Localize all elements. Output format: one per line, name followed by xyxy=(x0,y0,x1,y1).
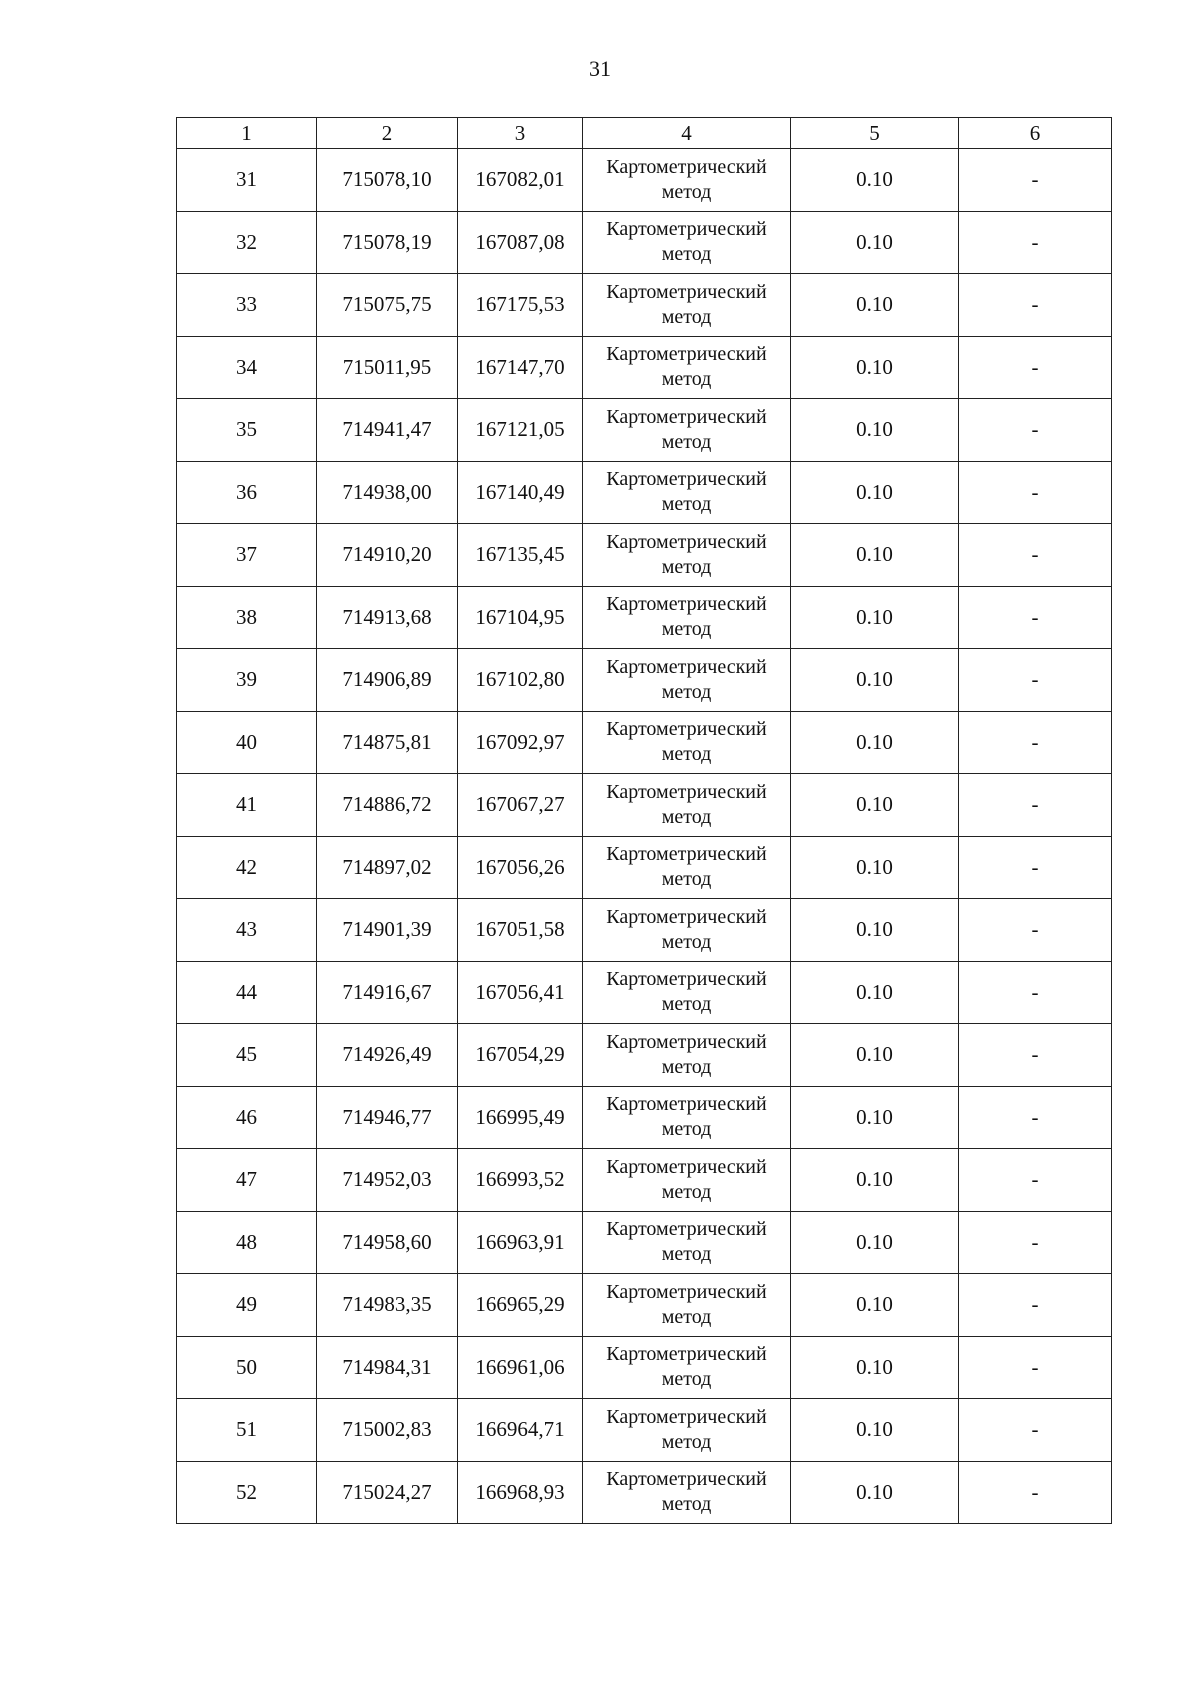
method-cell xyxy=(583,1461,791,1524)
method-cell xyxy=(583,711,791,774)
note-cell: - xyxy=(959,1461,1112,1524)
point-number-cell: 51 xyxy=(177,1399,317,1462)
note-cell: - xyxy=(959,1336,1112,1399)
table-row xyxy=(177,836,1112,899)
method-line-1: Картометрический xyxy=(606,1030,767,1053)
point-number-cell: 36 xyxy=(177,461,317,524)
method-line-1: Картометрический xyxy=(606,1093,767,1116)
accuracy-cell: 0.10 xyxy=(791,961,959,1024)
x-coordinate-cell: 714958,60 xyxy=(317,1211,458,1274)
point-number-cell: 44 xyxy=(177,961,317,1024)
point-number-cell: 43 xyxy=(177,899,317,962)
x-coordinate-cell: 714913,68 xyxy=(317,586,458,649)
point-number-cell: 46 xyxy=(177,1086,317,1149)
method-line-1: Картометрический xyxy=(606,405,767,428)
accuracy-cell: 0.10 xyxy=(791,774,959,837)
accuracy-cell: 0.10 xyxy=(791,1461,959,1524)
method-line-2: метод xyxy=(661,180,712,203)
y-coordinate-cell: 167087,08 xyxy=(458,211,583,274)
header-row xyxy=(177,118,1112,149)
note-cell: - xyxy=(959,1149,1112,1212)
y-coordinate-cell: 167067,27 xyxy=(458,774,583,837)
point-number-cell: 31 xyxy=(177,149,317,212)
accuracy-cell: 0.10 xyxy=(791,1149,959,1212)
method-line-2: метод xyxy=(661,1180,712,1203)
table-row xyxy=(177,711,1112,774)
y-coordinate-cell: 166995,49 xyxy=(458,1086,583,1149)
method-line-1: Картометрический xyxy=(606,1343,767,1366)
accuracy-cell: 0.10 xyxy=(791,1024,959,1087)
y-coordinate-cell: 167140,49 xyxy=(458,461,583,524)
method-line-1: Картометрический xyxy=(606,343,767,366)
x-coordinate-cell: 714984,31 xyxy=(317,1336,458,1399)
method-cell xyxy=(583,149,791,212)
table-row xyxy=(177,1024,1112,1087)
table-row xyxy=(177,961,1112,1024)
method-cell xyxy=(583,524,791,587)
table-row xyxy=(177,1086,1112,1149)
method-cell xyxy=(583,461,791,524)
point-number-cell: 35 xyxy=(177,399,317,462)
point-number-cell: 39 xyxy=(177,649,317,712)
method-line-2: метод xyxy=(661,993,712,1016)
table-row xyxy=(177,211,1112,274)
method-cell xyxy=(583,1274,791,1337)
method-line-1: Картометрический xyxy=(606,655,767,678)
method-line-1: Картометрический xyxy=(606,780,767,803)
coordinates-table xyxy=(176,117,1112,1524)
table-row xyxy=(177,586,1112,649)
note-cell: - xyxy=(959,524,1112,587)
method-line-1: Картометрический xyxy=(606,530,767,553)
accuracy-cell: 0.10 xyxy=(791,649,959,712)
point-number-cell: 45 xyxy=(177,1024,317,1087)
note-cell: - xyxy=(959,211,1112,274)
accuracy-cell: 0.10 xyxy=(791,524,959,587)
accuracy-cell: 0.10 xyxy=(791,336,959,399)
method-cell xyxy=(583,399,791,462)
method-line-2: метод xyxy=(661,930,712,953)
method-line-1: Картометрический xyxy=(606,1468,767,1491)
column-header: 4 xyxy=(583,118,791,149)
accuracy-cell: 0.10 xyxy=(791,399,959,462)
method-line-1: Картометрический xyxy=(606,1280,767,1303)
method-line-2: метод xyxy=(661,1368,712,1391)
method-line-2: метод xyxy=(661,1305,712,1328)
x-coordinate-cell: 714875,81 xyxy=(317,711,458,774)
table-row xyxy=(177,899,1112,962)
column-header: 3 xyxy=(458,118,583,149)
x-coordinate-cell: 715024,27 xyxy=(317,1461,458,1524)
table-row xyxy=(177,1149,1112,1212)
method-cell xyxy=(583,1336,791,1399)
point-number-cell: 49 xyxy=(177,1274,317,1337)
table-row xyxy=(177,774,1112,837)
method-cell xyxy=(583,1024,791,1087)
note-cell: - xyxy=(959,336,1112,399)
table-header xyxy=(177,118,1112,149)
accuracy-cell: 0.10 xyxy=(791,1086,959,1149)
x-coordinate-cell: 714910,20 xyxy=(317,524,458,587)
y-coordinate-cell: 167147,70 xyxy=(458,336,583,399)
note-cell: - xyxy=(959,399,1112,462)
column-header: 5 xyxy=(791,118,959,149)
point-number-cell: 38 xyxy=(177,586,317,649)
table-row xyxy=(177,336,1112,399)
x-coordinate-cell: 714901,39 xyxy=(317,899,458,962)
point-number-cell: 50 xyxy=(177,1336,317,1399)
method-cell xyxy=(583,274,791,337)
column-header: 1 xyxy=(177,118,317,149)
accuracy-cell: 0.10 xyxy=(791,211,959,274)
table-row xyxy=(177,649,1112,712)
method-line-2: метод xyxy=(661,493,712,516)
method-line-2: метод xyxy=(661,868,712,891)
method-line-1: Картометрический xyxy=(606,468,767,491)
x-coordinate-cell: 715075,75 xyxy=(317,274,458,337)
note-cell: - xyxy=(959,274,1112,337)
method-line-1: Картометрический xyxy=(606,968,767,991)
table-row xyxy=(177,149,1112,212)
method-line-2: метод xyxy=(661,1493,712,1516)
method-cell xyxy=(583,1211,791,1274)
x-coordinate-cell: 714952,03 xyxy=(317,1149,458,1212)
table-body xyxy=(177,149,1112,1524)
method-line-1: Картометрический xyxy=(606,155,767,178)
table-row xyxy=(177,1461,1112,1524)
method-cell xyxy=(583,899,791,962)
method-line-1: Картометрический xyxy=(606,905,767,928)
note-cell: - xyxy=(959,774,1112,837)
y-coordinate-cell: 167082,01 xyxy=(458,149,583,212)
method-line-1: Картометрический xyxy=(606,1405,767,1428)
table-row xyxy=(177,461,1112,524)
point-number-cell: 32 xyxy=(177,211,317,274)
note-cell: - xyxy=(959,711,1112,774)
note-cell: - xyxy=(959,1399,1112,1462)
y-coordinate-cell: 167056,26 xyxy=(458,836,583,899)
y-coordinate-cell: 167121,05 xyxy=(458,399,583,462)
accuracy-cell: 0.10 xyxy=(791,1274,959,1337)
table-row xyxy=(177,1399,1112,1462)
accuracy-cell: 0.10 xyxy=(791,836,959,899)
x-coordinate-cell: 714946,77 xyxy=(317,1086,458,1149)
point-number-cell: 34 xyxy=(177,336,317,399)
method-cell xyxy=(583,836,791,899)
method-line-1: Картометрический xyxy=(606,280,767,303)
point-number-cell: 41 xyxy=(177,774,317,837)
x-coordinate-cell: 715078,19 xyxy=(317,211,458,274)
accuracy-cell: 0.10 xyxy=(791,899,959,962)
method-line-2: метод xyxy=(661,618,712,641)
y-coordinate-cell: 167054,29 xyxy=(458,1024,583,1087)
table-row xyxy=(177,1336,1112,1399)
y-coordinate-cell: 166968,93 xyxy=(458,1461,583,1524)
method-line-1: Картометрический xyxy=(606,1155,767,1178)
accuracy-cell: 0.10 xyxy=(791,711,959,774)
x-coordinate-cell: 714906,89 xyxy=(317,649,458,712)
method-cell xyxy=(583,1399,791,1462)
point-number-cell: 33 xyxy=(177,274,317,337)
accuracy-cell: 0.10 xyxy=(791,586,959,649)
table-row xyxy=(177,274,1112,337)
method-line-1: Картометрический xyxy=(606,843,767,866)
note-cell: - xyxy=(959,586,1112,649)
method-line-2: метод xyxy=(661,430,712,453)
method-line-2: метод xyxy=(661,805,712,828)
method-line-1: Картометрический xyxy=(606,718,767,741)
y-coordinate-cell: 166963,91 xyxy=(458,1211,583,1274)
method-cell xyxy=(583,774,791,837)
accuracy-cell: 0.10 xyxy=(791,274,959,337)
x-coordinate-cell: 714897,02 xyxy=(317,836,458,899)
accuracy-cell: 0.10 xyxy=(791,1399,959,1462)
y-coordinate-cell: 166964,71 xyxy=(458,1399,583,1462)
column-header: 6 xyxy=(959,118,1112,149)
x-coordinate-cell: 714926,49 xyxy=(317,1024,458,1087)
y-coordinate-cell: 166965,29 xyxy=(458,1274,583,1337)
column-header: 2 xyxy=(317,118,458,149)
note-cell: - xyxy=(959,1024,1112,1087)
method-cell xyxy=(583,1086,791,1149)
note-cell: - xyxy=(959,1086,1112,1149)
note-cell: - xyxy=(959,649,1112,712)
note-cell: - xyxy=(959,836,1112,899)
method-line-1: Картометрический xyxy=(606,1218,767,1241)
method-cell xyxy=(583,649,791,712)
method-line-2: метод xyxy=(661,1243,712,1266)
x-coordinate-cell: 714886,72 xyxy=(317,774,458,837)
method-line-2: метод xyxy=(661,680,712,703)
point-number-cell: 47 xyxy=(177,1149,317,1212)
y-coordinate-cell: 167135,45 xyxy=(458,524,583,587)
method-line-1: Картометрический xyxy=(606,218,767,241)
point-number-cell: 37 xyxy=(177,524,317,587)
x-coordinate-cell: 715011,95 xyxy=(317,336,458,399)
note-cell: - xyxy=(959,961,1112,1024)
method-line-2: метод xyxy=(661,243,712,266)
method-cell xyxy=(583,961,791,1024)
method-line-2: метод xyxy=(661,1430,712,1453)
point-number-cell: 42 xyxy=(177,836,317,899)
y-coordinate-cell: 167104,95 xyxy=(458,586,583,649)
note-cell: - xyxy=(959,1211,1112,1274)
method-cell xyxy=(583,586,791,649)
accuracy-cell: 0.10 xyxy=(791,149,959,212)
accuracy-cell: 0.10 xyxy=(791,1211,959,1274)
point-number-cell: 52 xyxy=(177,1461,317,1524)
accuracy-cell: 0.10 xyxy=(791,461,959,524)
table-row xyxy=(177,399,1112,462)
y-coordinate-cell: 166993,52 xyxy=(458,1149,583,1212)
x-coordinate-cell: 714983,35 xyxy=(317,1274,458,1337)
point-number-cell: 48 xyxy=(177,1211,317,1274)
method-cell xyxy=(583,1149,791,1212)
y-coordinate-cell: 167056,41 xyxy=(458,961,583,1024)
accuracy-cell: 0.10 xyxy=(791,1336,959,1399)
method-cell xyxy=(583,211,791,274)
y-coordinate-cell: 167102,80 xyxy=(458,649,583,712)
x-coordinate-cell: 715002,83 xyxy=(317,1399,458,1462)
method-line-2: метод xyxy=(661,368,712,391)
x-coordinate-cell: 714916,67 xyxy=(317,961,458,1024)
y-coordinate-cell: 167175,53 xyxy=(458,274,583,337)
note-cell: - xyxy=(959,149,1112,212)
note-cell: - xyxy=(959,899,1112,962)
method-line-2: метод xyxy=(661,1055,712,1078)
y-coordinate-cell: 167051,58 xyxy=(458,899,583,962)
method-line-2: метод xyxy=(661,305,712,328)
method-line-2: метод xyxy=(661,743,712,766)
x-coordinate-cell: 714938,00 xyxy=(317,461,458,524)
method-line-2: метод xyxy=(661,555,712,578)
y-coordinate-cell: 167092,97 xyxy=(458,711,583,774)
x-coordinate-cell: 714941,47 xyxy=(317,399,458,462)
x-coordinate-cell: 715078,10 xyxy=(317,149,458,212)
note-cell: - xyxy=(959,1274,1112,1337)
table-row xyxy=(177,1274,1112,1337)
page-number: 31 xyxy=(589,56,611,81)
method-line-2: метод xyxy=(661,1118,712,1141)
table-row xyxy=(177,1211,1112,1274)
y-coordinate-cell: 166961,06 xyxy=(458,1336,583,1399)
point-number-cell: 40 xyxy=(177,711,317,774)
note-cell: - xyxy=(959,461,1112,524)
method-line-1: Картометрический xyxy=(606,593,767,616)
table-row xyxy=(177,524,1112,587)
method-cell xyxy=(583,336,791,399)
